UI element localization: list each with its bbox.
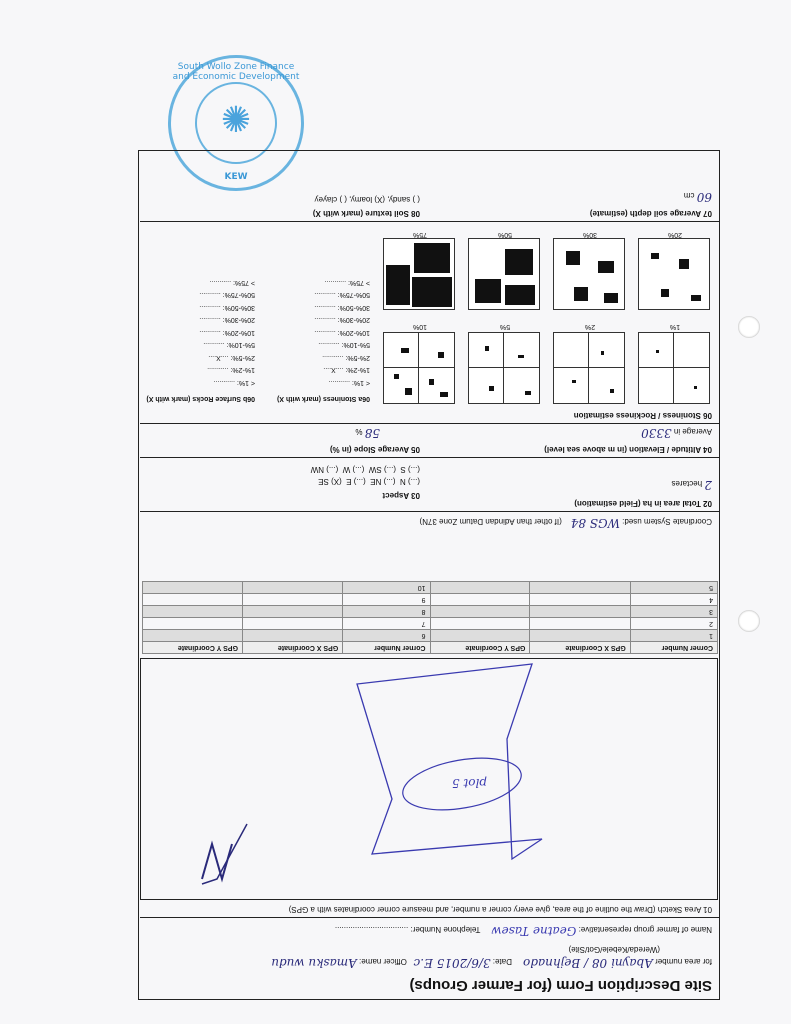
rocks-pct: 30% [583, 231, 598, 238]
list-item: > 75%: ........... [209, 279, 255, 286]
list-item: 20%-30%: ........... [314, 316, 370, 324]
gps-y-cell [430, 582, 530, 594]
divider [140, 221, 720, 222]
corner-number: 6 [343, 630, 430, 642]
total-area-label: 02 Total area in ha (Field estimation) [574, 499, 712, 508]
gps-y-cell [143, 630, 243, 642]
rocks-pct: 75% [413, 231, 428, 238]
gps-x-cell [242, 594, 342, 606]
soil-depth-label: 07 Average soil depth (estimate) [589, 209, 712, 218]
gps-x-cell [242, 606, 342, 618]
hectares-label: hectares [671, 479, 703, 488]
gps-y-cell [143, 582, 243, 594]
gps-header: Corner Number [343, 642, 430, 654]
coord-system-value: WGS 84 [570, 516, 620, 530]
corner-number: 7 [343, 618, 430, 630]
corner-number: 1 [630, 630, 717, 642]
coord-system-label: Coordinate System used: [622, 517, 712, 526]
list-item: 10%-20%: ........... [314, 329, 370, 336]
coord-system-note: (If other than Adindan Datum Zone 37N) [419, 517, 562, 526]
aspect-label: 03 Aspect [382, 491, 420, 500]
gps-y-cell [430, 630, 530, 642]
plot-label: plot 5 [451, 776, 487, 790]
corner-number: 2 [630, 618, 717, 630]
gps-x-cell [530, 606, 630, 618]
altitude-avg-label: Average in [673, 427, 712, 436]
gps-header: GPS Y Coordinate [430, 642, 530, 654]
gps-header: GPS Y Coordinate [143, 642, 243, 654]
corner-number: 9 [343, 594, 430, 606]
rocks-pct: 50% [498, 231, 513, 238]
gps-y-cell [143, 618, 243, 630]
aspect-option: (...) SW [368, 465, 396, 474]
list-item: < 1%: ........... [328, 379, 370, 386]
punch-hole [738, 610, 760, 632]
stoniness-pct: 2% [584, 323, 596, 330]
list-item: 5%-10%: ........... [318, 341, 370, 349]
location-note: (Wereda/Kebele/Got/Site) [568, 945, 660, 954]
stoniness-pattern-1 [638, 332, 710, 404]
table-row [143, 594, 718, 606]
aspect-option: (X) SE [318, 477, 342, 486]
corner-number: 3 [630, 606, 717, 618]
soil-texture-options: ( ) sandy, (X) loamy, ( ) clayey [314, 195, 420, 204]
list-item: 1%-2%: ........... [207, 366, 255, 374]
soil-depth-row [684, 190, 712, 204]
list-item: 30%-50%: ........... [199, 304, 255, 311]
gps-header: Corner Number [630, 642, 717, 654]
divider [140, 511, 720, 512]
north-arrow-icon [202, 844, 232, 879]
slope-label: 05 Average Slope (in %) [329, 445, 420, 454]
corner-number: 10 [343, 582, 430, 594]
list-item: < 1%: ........... [213, 379, 255, 386]
altitude-label: 04 Altitude / Elevation (in m above sea level) [544, 445, 712, 454]
area-sketch [140, 658, 718, 900]
rocks-pattern-3 [468, 238, 540, 310]
gps-y-cell [143, 594, 243, 606]
site-description-form [120, 140, 720, 1000]
aspect-options-2 [311, 465, 420, 474]
gps-y-cell [143, 606, 243, 618]
aspect-option: (...) E [346, 477, 366, 486]
gps-x-cell [530, 630, 630, 642]
list-item: 30%-50%: ........... [314, 304, 370, 311]
list-item: 50%-75%: ........... [314, 291, 370, 299]
sketch-drawing [141, 659, 717, 899]
total-area-row [671, 478, 712, 492]
aspect-option: (...) NW [310, 465, 339, 474]
stoniness-pct: 5% [499, 323, 511, 330]
gps-x-cell [530, 582, 630, 594]
phone-label: Telephone Number: [410, 925, 481, 934]
gps-header-row [143, 642, 718, 654]
coord-system-row [420, 516, 713, 530]
slope-unit: % [355, 427, 363, 436]
list-item: 20%-30%: ........... [199, 316, 255, 324]
rocks-pattern-2 [553, 238, 625, 310]
soil-depth-value: 60 [696, 190, 712, 204]
aspect-option: (...) S [400, 465, 420, 474]
gps-y-cell [430, 618, 530, 630]
area-number-row [271, 956, 712, 970]
gps-x-cell [242, 618, 342, 630]
rocks-options [199, 276, 255, 389]
list-item: 2%-5%: ....X.... [208, 354, 255, 361]
rocks-pattern-4 [383, 238, 455, 310]
stoniness-pattern-3 [468, 332, 540, 404]
rocks-header: 06b Surface Rocks (mark with X) [146, 395, 255, 402]
list-item: 1%-2%: ....X.... [323, 366, 370, 374]
form-title: Site Description Form (for Farmer Groups) [409, 977, 712, 994]
star-icon: ✺ [220, 100, 252, 141]
soil-depth-unit: cm [683, 191, 695, 200]
stoniness-options [314, 276, 370, 389]
table-row [143, 618, 718, 630]
stoniness-label: 06 Stoniness / Rockiness estimation [573, 411, 712, 420]
divider [140, 917, 720, 918]
officer-label: Officer name: [359, 957, 407, 966]
divider [140, 457, 720, 458]
gps-header: GPS X Coordinate [242, 642, 342, 654]
gps-x-cell [530, 594, 630, 606]
date-value: 3/6/2015 E.c [413, 956, 491, 970]
slope-value: 58 [364, 426, 380, 440]
list-item: 2%-5%: ........... [322, 354, 370, 361]
rep-row: Name of farmer group representative: Geatne Tasew Telephone Number: ................................. [334, 924, 712, 938]
rep-label: Name of farmer group representative: [578, 925, 712, 934]
list-item: 5%-10%: ........... [203, 341, 255, 349]
aspect-options [318, 477, 420, 486]
table-row [143, 582, 718, 594]
altitude-value: 3330 [641, 426, 672, 440]
gps-x-cell [242, 582, 342, 594]
stoniness-pattern-2 [553, 332, 625, 404]
table-row [143, 606, 718, 618]
rep-value: Geatne Tasew [491, 924, 577, 938]
slope-row [355, 426, 380, 440]
stoniness-pct: 1% [669, 323, 681, 330]
area-number-label: for area number [655, 957, 712, 966]
list-item: 50%-75%: ........... [199, 291, 255, 299]
gps-header: GPS X Coordinate [530, 642, 630, 654]
list-item: 10%-20%: ........... [199, 329, 255, 336]
table-row [143, 630, 718, 642]
gps-y-cell [430, 606, 530, 618]
soil-texture-label: 08 Soil texture (mark with X) [312, 209, 420, 218]
gps-table [142, 581, 718, 654]
rocks-pct: 20% [668, 231, 683, 238]
corner-number: 5 [630, 582, 717, 594]
gps-x-cell [242, 630, 342, 642]
aspect-option: (...) N [400, 477, 420, 486]
stamp-center-text: KEW [224, 172, 248, 182]
divider [140, 423, 720, 424]
list-item: > 75%: ........... [324, 279, 370, 286]
stoniness-header: 06a Stoniness (mark with X) [277, 395, 370, 402]
punch-hole [738, 316, 760, 338]
aspect-option: (...) W [342, 465, 365, 474]
area-number-value: Abayni 08 / Bejhnado [523, 956, 653, 970]
total-area-value: 2 [704, 478, 712, 492]
corner-number: 8 [343, 606, 430, 618]
officer-value: Amasku wudu [271, 956, 357, 970]
stoniness-pattern-4 [383, 332, 455, 404]
altitude-row [641, 426, 712, 440]
stamp-ring-text: South Wollo Zone Finance and Economic Development [172, 62, 300, 82]
aspect-option: (...) NE [370, 477, 396, 486]
date-label: Date: [492, 957, 512, 966]
gps-y-cell [430, 594, 530, 606]
corner-number: 4 [630, 594, 717, 606]
gps-x-cell [530, 618, 630, 630]
stoniness-pct: 10% [413, 323, 428, 330]
sketch-label: 01 Area Sketch (Draw the outline of the area, give every corner a number, and measure corner coordinates with a GPS) [288, 905, 712, 914]
rocks-pattern-1 [638, 238, 710, 310]
